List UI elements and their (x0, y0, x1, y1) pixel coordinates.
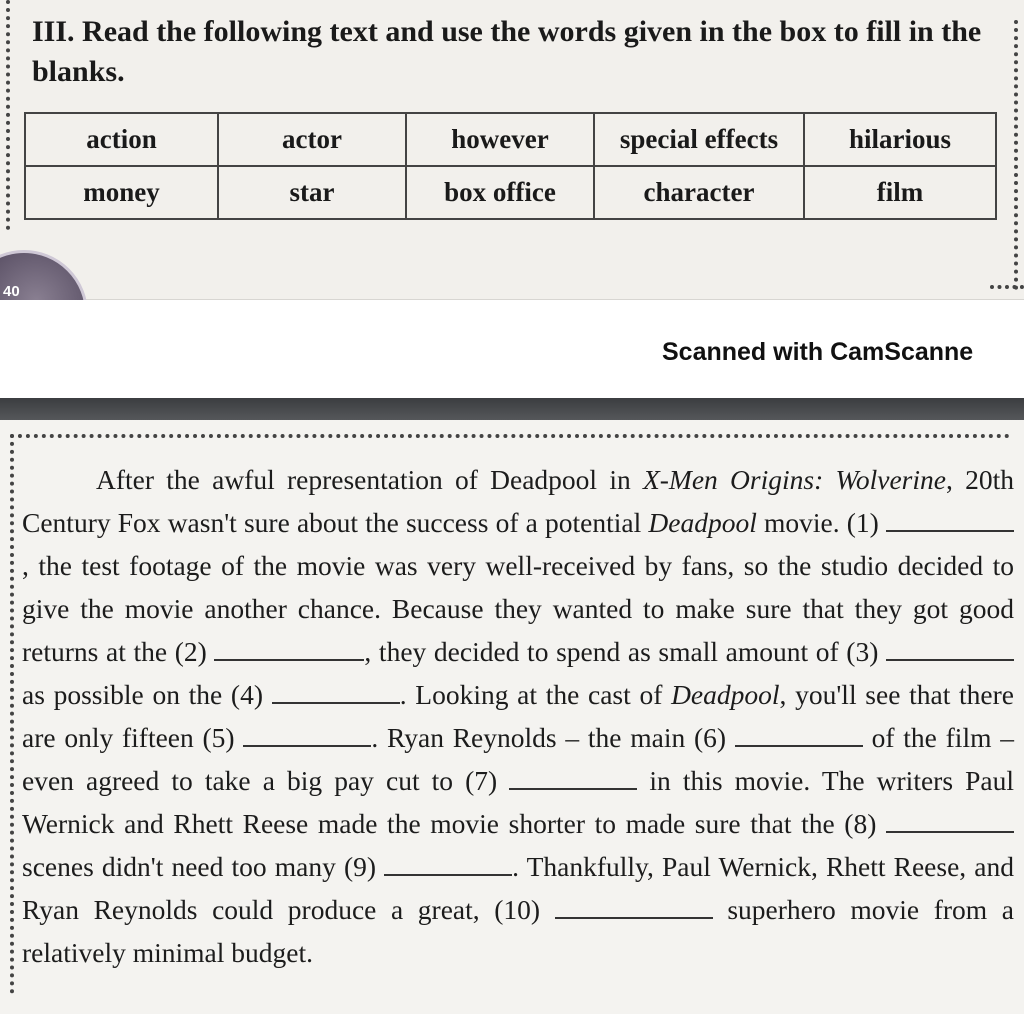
exercise-page-top (0, 0, 1024, 300)
page-number: 40 (3, 283, 20, 300)
dotted-border (10, 434, 14, 994)
scanner-watermark: Scanned with CamScanne (662, 338, 974, 366)
blank-9[interactable] (384, 854, 512, 876)
passage-text: , you'll see that there are only fifteen (5) (22, 679, 1014, 753)
word-cell: action (25, 113, 218, 166)
word-box-row (25, 113, 996, 166)
passage-text: After the awful representation of Deadpool in (96, 464, 643, 495)
dotted-border (6, 0, 10, 230)
exercise-instruction: III. Read the following text and use the words given in the box to fill in the blanks. (32, 15, 982, 88)
word-cell: character (594, 166, 804, 219)
dotted-border (10, 434, 1010, 438)
dotted-border (1014, 20, 1018, 290)
word-cell: special effects (594, 113, 804, 166)
blank-1[interactable] (886, 510, 1014, 532)
word-cell: however (406, 113, 594, 166)
word-cell: hilarious (804, 113, 996, 166)
page-separator (0, 398, 1024, 420)
passage-text: . Looking at the cast of (399, 679, 672, 710)
reading-passage (22, 458, 1014, 974)
blank-3[interactable] (886, 639, 1014, 661)
passage-text: . Thankfully, Paul Wernick, Rhett Reese, and Ryan Reynolds could produce a great, (10) (22, 851, 1014, 925)
blank-4[interactable] (272, 682, 400, 704)
word-cell: money (25, 166, 218, 219)
passage-text: in this movie. The writers Paul Wernick and Rhett Reese made the movie shorter to made sure that the (8) (22, 765, 1015, 839)
passage-title-text: Deadpool (671, 679, 780, 710)
passage-text: as possible on the (4) (22, 679, 272, 710)
word-cell: actor (218, 113, 406, 166)
blank-5[interactable] (243, 725, 371, 747)
passage-text: movie. (1) (756, 507, 886, 538)
passage-text: , they decided to spend as small amount of (3) (364, 636, 886, 667)
blank-6[interactable] (735, 725, 863, 747)
blank-7[interactable] (509, 768, 637, 790)
word-cell: star (218, 166, 406, 219)
passage-text: , 20th Century Fox wasn't sure about the success of a potential (22, 464, 1015, 538)
blank-8[interactable] (886, 811, 1014, 833)
blank-10[interactable] (555, 897, 713, 919)
passage-title-text: Deadpool (648, 507, 757, 538)
word-cell: film (804, 166, 996, 219)
word-box (24, 112, 997, 220)
passage-text: of the film – even agreed to take a big pay cut to (7) (22, 722, 1014, 796)
passage-title-text: X-Men Origins: Wolverine (642, 464, 946, 495)
passage-text: . Ryan Reynolds – the main (6) (371, 722, 735, 753)
passage-text: superhero movie from a relatively minimal budget. (22, 894, 1015, 968)
word-box-row (25, 166, 996, 219)
dotted-border (990, 285, 1024, 289)
exercise-page-bottom (0, 420, 1024, 1014)
blank-2[interactable] (214, 639, 364, 661)
passage-text: , the test footage of the movie was very well-received by fans, so the studio decided to give the movie another chance. Because they wanted to make sure that they got good returns at the (2) (22, 550, 1014, 667)
word-cell: box office (406, 166, 594, 219)
passage-text: scenes didn't need too many (9) (22, 851, 385, 882)
